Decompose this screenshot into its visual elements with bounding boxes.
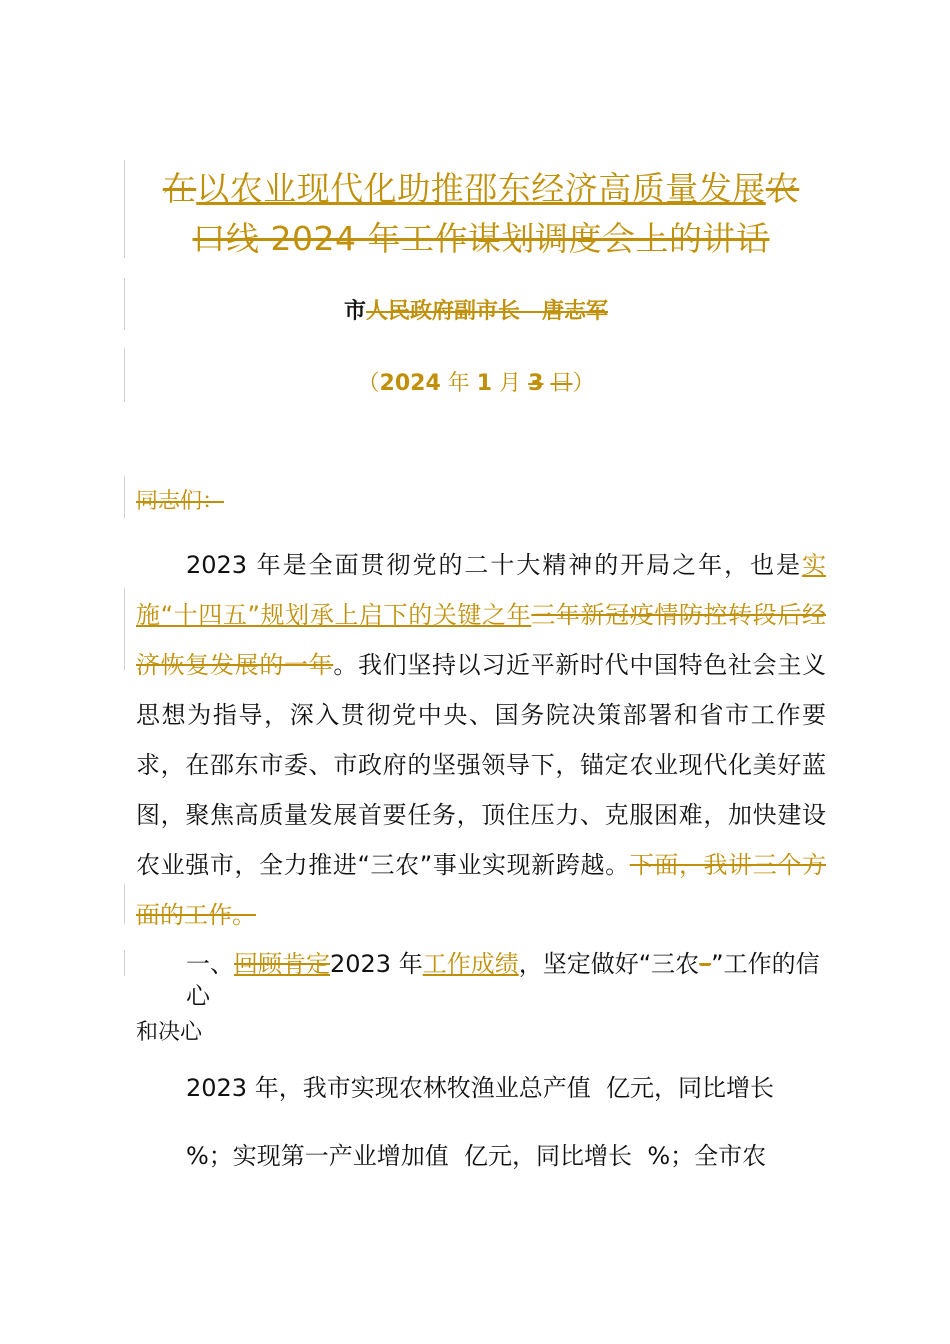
revision-bar <box>124 588 125 670</box>
date-month: 1 <box>476 371 493 396</box>
revision-bar <box>124 950 125 976</box>
paragraph-1 <box>136 540 826 940</box>
section-heading-1: 一、回顾肯定2023 年工作成绩，坚定做好“三农–”工作的信心 <box>186 950 820 1010</box>
date-year: 2024 <box>379 371 441 396</box>
body-line: 2023 年，我市实现农林牧渔业总产值 亿元，同比增长 <box>186 1074 774 1102</box>
revision-bar <box>124 476 125 518</box>
body-line: %；实现第一产业增加值 亿元，同比增长 %；全市农 <box>186 1142 767 1170</box>
title-deleted-text: 在 <box>162 169 197 208</box>
date-day: 3 <box>528 371 544 396</box>
paragraph-body: 。我们坚持以习近平新时代中国特色社会主义思想为指导，深入贯彻党中央、国务院决策部署和省市工作要求，在邵东市委、市政府的坚强领导下，锚定农业现代化美好蓝图，聚焦高质量发展首要任务，顶住压力、克服困难，加快建设农业强市，全力推进“三农”事业实现新跨越。 <box>136 651 827 879</box>
salutation: 同志们： <box>136 489 225 514</box>
section-heading-1-continued: 和决心 <box>136 1020 203 1045</box>
revision-bar <box>124 160 125 258</box>
revision-bar <box>124 884 125 924</box>
author-line <box>136 294 816 330</box>
inserted-text: 工作成绩 <box>422 950 519 978</box>
revision-bar <box>124 278 125 330</box>
speech-date: （2024 年 1 月 3 日） <box>357 371 595 396</box>
document-title <box>136 164 826 264</box>
paragraph-intro: 2023 年是全面贯彻党的二十大精神的开局之年，也是 <box>186 551 802 579</box>
title-deleted-text: 农 <box>765 169 800 208</box>
author-prefix: 市 <box>343 299 366 324</box>
deleted-text: 三年新冠疫情防控转段后经济恢复发展的一年 <box>136 601 826 679</box>
author-deleted-text: 人民政府副市长 唐志军 <box>366 299 609 324</box>
inserted-text: 实施“十四五”规划承上启下的关键之年 <box>136 551 826 629</box>
title-inserted-text: 以农业现代化助推邵东经济高质量发展 <box>196 169 766 208</box>
moved-text: 回顾肯定 <box>234 950 330 978</box>
deleted-text: 下面，我讲三个方面的工作。 <box>136 851 826 929</box>
revision-bar <box>124 348 125 402</box>
title-deleted-text: 口线 2024 年工作谋划调度会上的讲话 <box>192 219 770 258</box>
